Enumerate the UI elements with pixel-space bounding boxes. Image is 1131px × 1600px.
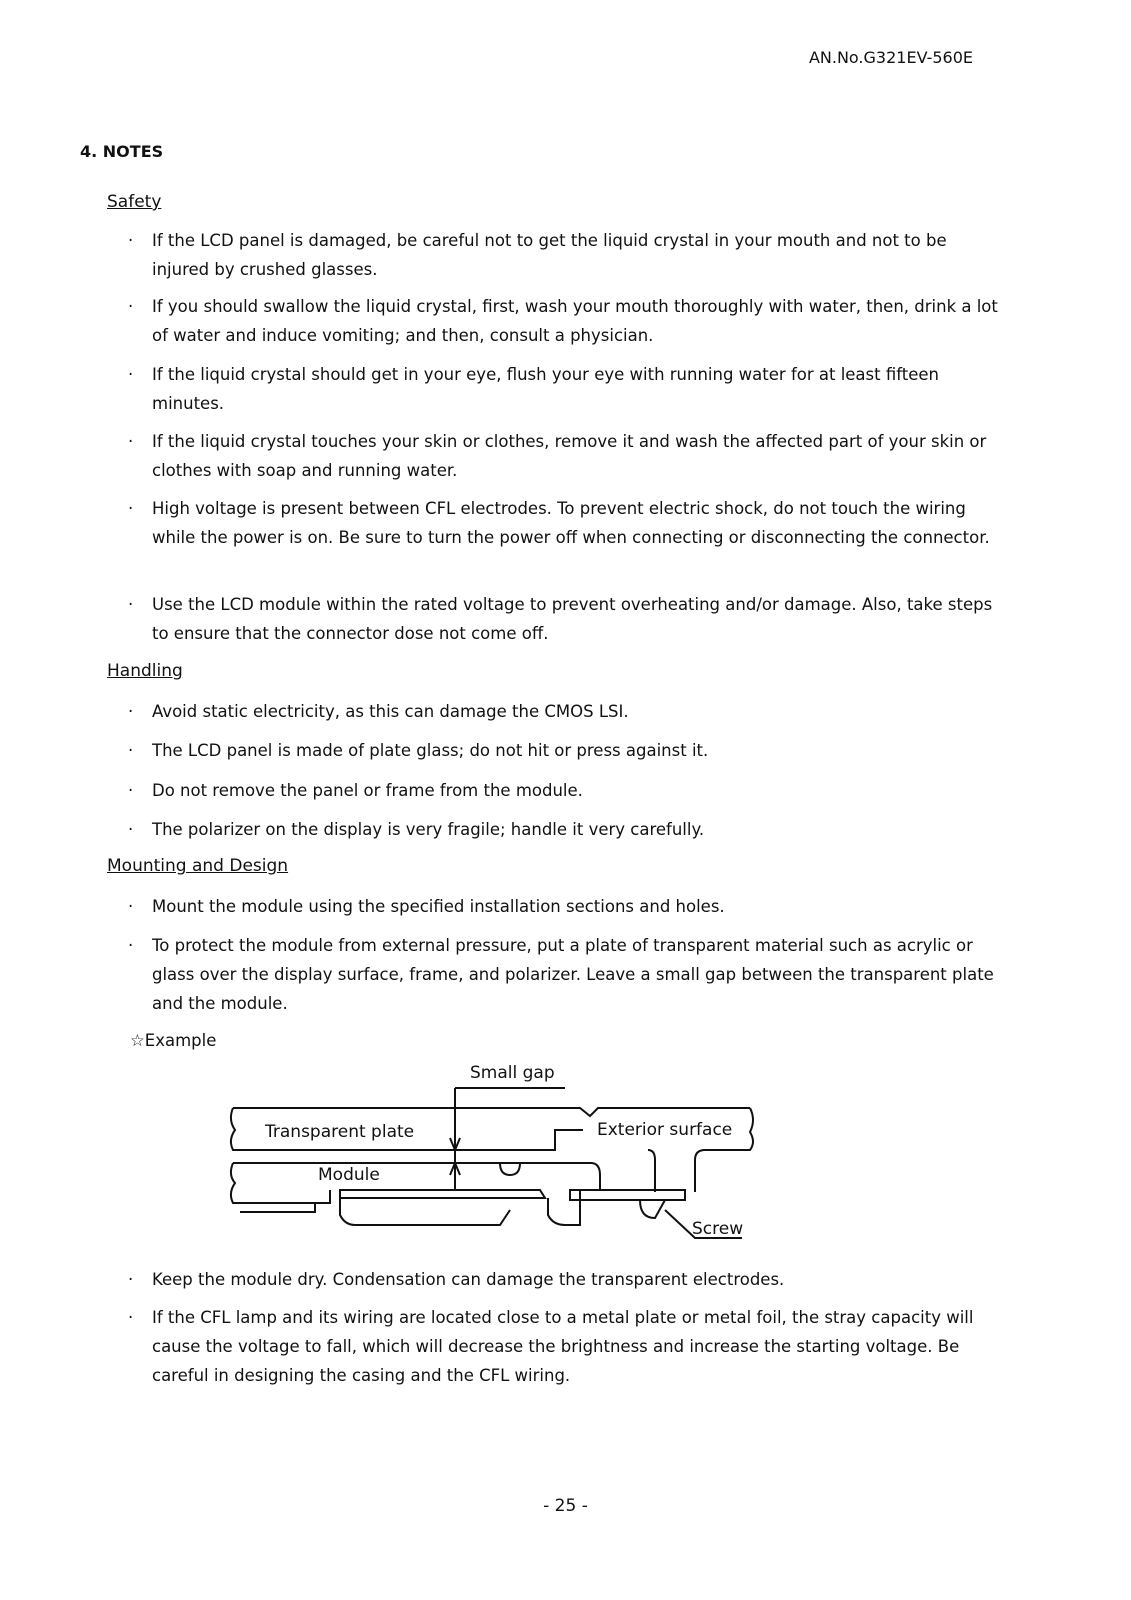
label-screw: Screw — [692, 1219, 744, 1239]
example-label: ☆Example — [130, 1031, 217, 1050]
list-item: · The LCD panel is made of plate glass; do not hit or press against it. — [128, 741, 709, 760]
document-number: AN.No.G321EV-560E — [808, 48, 973, 67]
list-item: · If you should swallow the liquid crystal, first, wash your mouth thoroughly with water, then, drink a lot of water and induce vomiting; and then, consult a physician. — [128, 297, 998, 345]
list-item: · To protect the module from external pressure, put a plate of transparent material such as acrylic or glass over the display surface, frame, and polarizer. Leave a small gap between the transparent plate and the module. — [128, 936, 994, 1013]
list-item: · Keep the module dry. Condensation can damage the transparent electrodes. — [128, 1270, 785, 1289]
list-item: · Do not remove the panel or frame from the module. — [128, 781, 583, 800]
lamp-shape — [500, 1163, 520, 1175]
mounting-diagram — [0, 1050, 1131, 1250]
label-transparent-plate: Transparent plate — [265, 1122, 415, 1142]
list-item: · The polarizer on the display is very fragile; handle it very carefully. — [128, 820, 705, 839]
safety-heading: Safety — [107, 192, 162, 212]
mounting-heading: Mounting and Design — [107, 856, 289, 876]
list-item: · Avoid static electricity, as this can damage the CMOS LSI. — [128, 702, 629, 721]
list-item: · Mount the module using the specified installation sections and holes. — [128, 897, 725, 916]
list-item: · If the liquid crystal touches your skin or clothes, remove it and wash the affected part of your skin or clothes with soap and running water. — [128, 432, 987, 480]
handling-heading: Handling — [107, 661, 183, 681]
page-number: - 25 - — [543, 1496, 588, 1516]
label-module: Module — [318, 1165, 380, 1185]
list-item: · If the liquid crystal should get in your eye, flush your eye with running water for at least fifteen minutes. — [128, 365, 939, 413]
list-item: · High voltage is present between CFL electrodes. To prevent electric shock, do not touch the wiring while the power is on. Be sure to turn the power off when connecting or disconnecting the connector. — [128, 499, 990, 547]
label-exterior-surface: Exterior surface — [597, 1120, 733, 1140]
section-title: 4. NOTES — [80, 142, 164, 161]
label-small-gap: Small gap — [470, 1063, 555, 1083]
list-item: · If the LCD panel is damaged, be careful not to get the liquid crystal in your mouth and not to be injured by crushed glasses. — [128, 231, 947, 279]
list-item: · Use the LCD module within the rated voltage to prevent overheating and/or damage. Also, take steps to ensure that the connector dose not come off. — [128, 595, 993, 643]
list-item: · If the CFL lamp and its wiring are located close to a metal plate or metal foil, the stray capacity will cause the voltage to fall, which will decrease the brightness and increase the starting voltage. Be careful in designing the casing and the CFL wiring. — [128, 1308, 974, 1385]
